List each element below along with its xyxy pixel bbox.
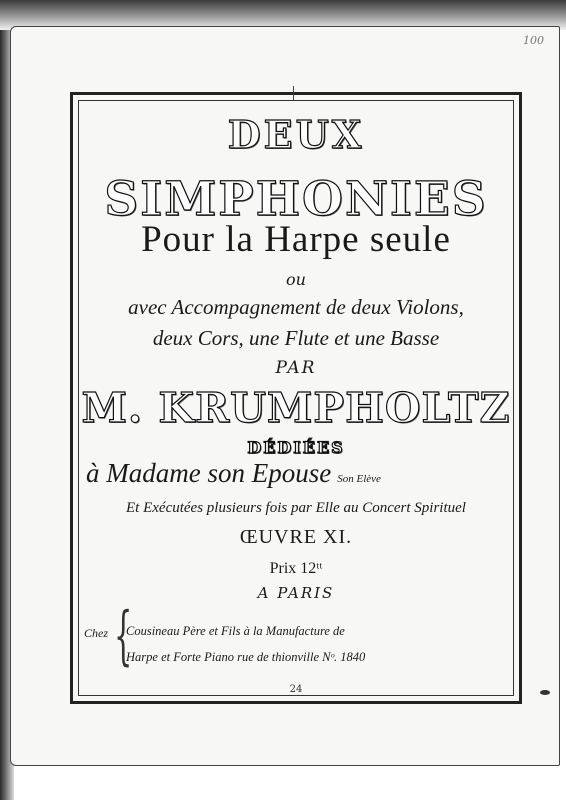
title-deux: DEUX (227, 112, 365, 157)
publisher-line-2: Harpe et Forte Piano rue de thionville Nᵒ. 1840 (126, 650, 366, 664)
brace-glyph: { (114, 599, 133, 673)
dedicatee-text: à Madame son Epouse (86, 458, 332, 488)
title-pour-la-harpe: Pour la Harpe seule (141, 219, 451, 260)
price: Prix 12ᵗᵗ (269, 560, 323, 577)
title-simphonies: SIMPHONIES (104, 172, 488, 227)
page-number: 100 (523, 34, 544, 47)
composer-name: M. KRUMPHOLTZ (81, 384, 511, 432)
publisher-label: Chez (84, 626, 108, 640)
conjunction-ou: ou (286, 270, 306, 289)
opus-number: ŒUVRE XI. (239, 526, 353, 548)
dedicatee-note: Son Elève (337, 473, 381, 485)
ink-mark (293, 86, 294, 100)
ink-stain (540, 690, 550, 695)
accompaniment-line-1: avec Accompagnement de deux Violons, (128, 295, 464, 319)
accompaniment-line-2: deux Cors, une Flute et une Basse (152, 326, 440, 350)
city: A PARIS (257, 584, 335, 602)
publisher-line-1: Cousineau Père et Fils à la Manufacture de (126, 624, 345, 638)
dedication-heading: DÉDIÉES (247, 438, 345, 457)
plate-number: 24 (289, 684, 303, 695)
dedicatee (86, 458, 506, 489)
performance-note: Et Exécutées plusieurs fois par Elle au Concert Spirituel (126, 500, 466, 516)
par-label: PAR (275, 358, 317, 378)
